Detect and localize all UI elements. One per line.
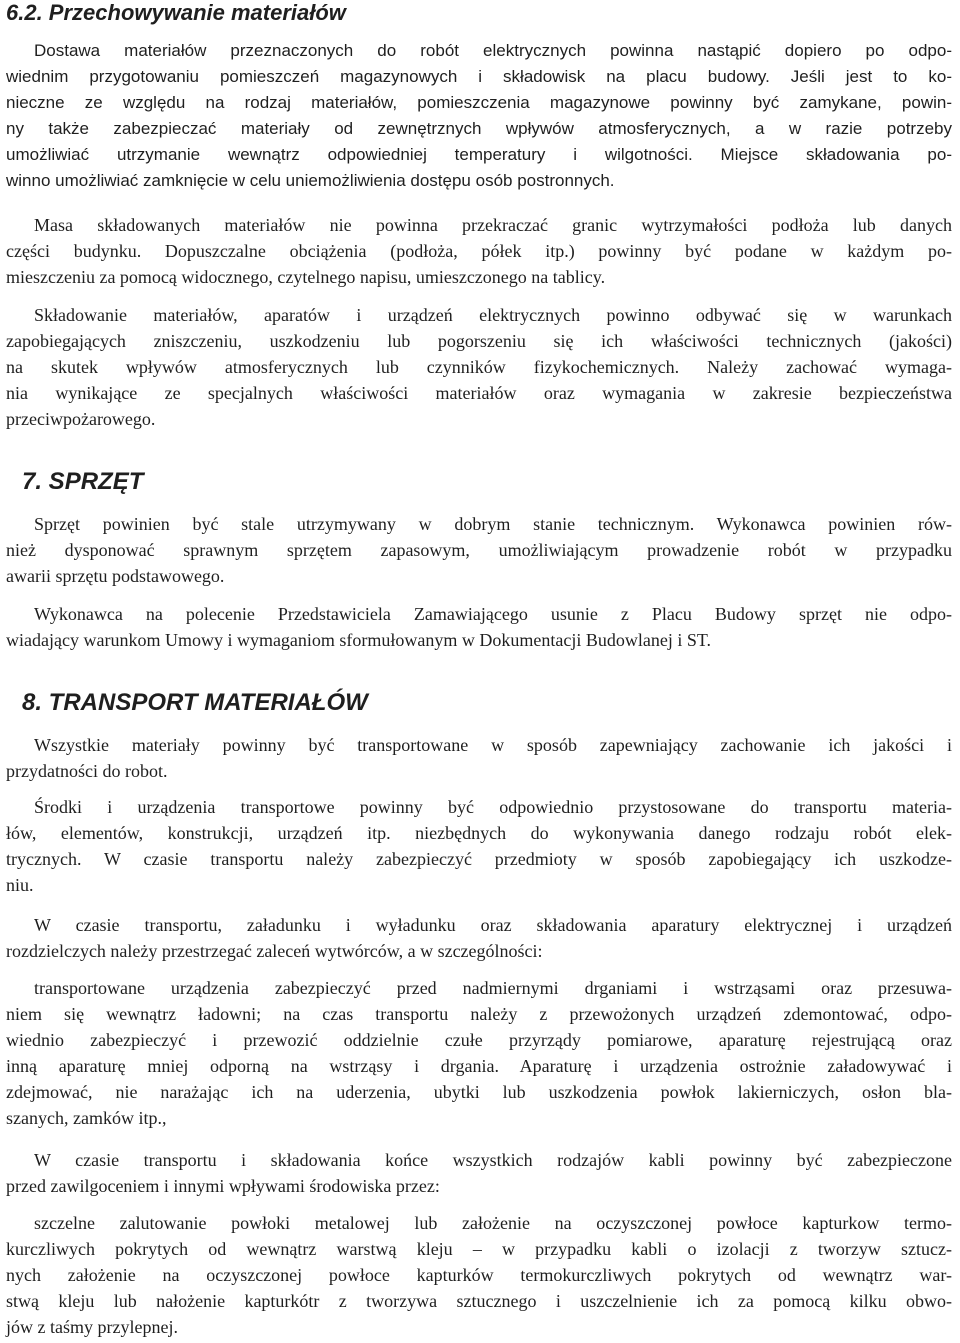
paragraph-line: mieszczeniu za pomocą widocznego, czytelnego napisu, umieszczonego na tablicy.	[6, 267, 606, 287]
paragraph-line: awarii sprzętu podstawowego.	[6, 566, 225, 586]
paragraph-line: nych założenie na oczyszczonej powłoce kapturków termokurczliwych pokrytych od wewnątrz war-	[6, 1265, 952, 1285]
paragraph-line: rozdzielczych należy przestrzegać zaleceń wytwórców, a w szczególności:	[6, 941, 543, 961]
paragraph-line: przydatności do robot.	[6, 761, 168, 781]
paragraph-line: nia wynikające ze specjalnych właściwości materiałów oraz wymagania w zakresie bezpieczeństwa	[6, 383, 952, 403]
paragraph-6-2-3	[6, 302, 952, 432]
paragraph-6-2-2	[6, 212, 952, 290]
paragraph-line: części budynku. Dopuszczalne obciążenia (podłoża, półek itp.) powinny być podane w każdym po-	[6, 241, 952, 261]
paragraph-line: stwą kleju lub nałożenie kapturkótr z tworzywa sztucznego i uszczelnienie ich za pomocą kilku obwo-	[6, 1291, 952, 1311]
section-heading-6-2: 6.2. Przechowywanie materiałów	[6, 0, 346, 25]
paragraph-8-5	[6, 1147, 952, 1199]
paragraph-line: przeciwpożarowego.	[6, 409, 156, 429]
paragraph-line: wiadający warunkom Umowy i wymaganiom sformułowanym w Dokumentacji Budowlanej i ST.	[6, 630, 712, 650]
paragraph-line: Masa składowanych materiałów nie powinna przekraczać granic wytrzymałości podłoża lub danych	[34, 215, 952, 235]
paragraph-line: umożliwiać utrzymanie wewnątrz odpowiedniej temperatury i wilgotności. Miejsce składowania po-	[6, 145, 952, 164]
paragraph-line: wiednio zabezpieczyć i przewozić oddzielnie czułe przyrządy pomiarowe, aparaturę rejestrującą oraz	[6, 1030, 952, 1050]
paragraph-line: zdejmować, nie narażając ich na uderzenia, ubytki lub uszkodzenia powłok lakierniczych, osłon bla-	[6, 1082, 952, 1102]
paragraph-7-2	[6, 601, 952, 653]
paragraph-line: Środki i urządzenia transportowe powinny być odpowiednio przystosowane do transportu materia-	[34, 797, 952, 817]
paragraph-line: niu.	[6, 875, 34, 895]
paragraph-line: W czasie transportu i składowania końce wszystkich rodzajów kabli powinny być zabezpieczone	[34, 1150, 952, 1170]
paragraph-line: transportowane urządzenia zabezpieczyć przed nadmiernymi drganiami i wstrząsami oraz przesuwa-	[34, 978, 952, 998]
paragraph-line: nieczne ze względu na rodzaj materiałów, pomieszczenia magazynowe powinny być zamykane, powin-	[6, 93, 952, 112]
paragraph-8-3	[6, 912, 952, 964]
paragraph-line: szczelne zalutowanie powłoki metalowej lub założenie na oczyszczonej powłoce kapturkow termo-	[34, 1213, 952, 1233]
paragraph-line: winno umożliwiać zamknięcie w celu uniemożliwienia dostępu osób postronnych.	[6, 171, 615, 190]
paragraph-line: W czasie transportu, załadunku i wyładunku oraz składowania aparatury elektrycznej i urządzeń	[34, 915, 952, 935]
paragraph-line: Składowanie materiałów, aparatów i urządzeń elektrycznych powinno odbywać się w warunkach	[34, 305, 952, 325]
paragraph-7-1	[6, 511, 952, 589]
paragraph-line: trycznych. W czasie transportu należy zabezpieczyć przedmioty w sposób zapobiegający ich uszkodze-	[6, 849, 952, 869]
paragraph-line: niem się wewnątrz ładowni; na czas transportu należy z przewożonych urządzeń zdemontować, odpo-	[6, 1004, 952, 1024]
paragraph-8-4	[6, 975, 952, 1131]
paragraph-line: przed zawilgoceniem i innymi wpływami środowiska przez:	[6, 1176, 440, 1196]
paragraph-line: nież dysponować sprawnym sprzętem zapasowym, umożliwiającym prowadzenie robót w przypadku	[6, 540, 952, 560]
paragraph-line: Wykonawca na polecenie Przedstawiciela Zamawiającego usunie z Placu Budowy sprzęt nie odpo-	[34, 604, 952, 624]
paragraph-6-2-1	[6, 38, 952, 194]
paragraph-line: zapobiegających zniszczeniu, uszkodzeniu lub pogorszeniu się ich właściwości technicznych (jakości)	[6, 331, 952, 351]
paragraph-8-1	[6, 732, 952, 784]
paragraph-line: Dostawa materiałów przeznaczonych do robót elektrycznych powinna nastąpić dopiero po odpo-	[34, 41, 952, 60]
paragraph-line: wiednim przygotowaniu pomieszczeń magazynowych i składowisk na placu budowy. Jeśli jest to ko-	[6, 67, 952, 86]
paragraph-line: jów z taśmy przylepnej.	[6, 1317, 178, 1337]
paragraph-line: Sprzęt powinien być stale utrzymywany w dobrym stanie technicznym. Wykonawca powinien rów-	[34, 514, 952, 534]
paragraph-line: kurczliwych pokrytych od wewnątrz warstwą kleju – w przypadku kabli o izolacji z tworzyw sztucz-	[6, 1239, 952, 1259]
paragraph-line: na skutek wpływów atmosferycznych lub czynników fizykochemicznych. Należy zachować wymaga-	[6, 357, 952, 377]
section-heading-7: 7. SPRZĘT	[22, 468, 144, 495]
paragraph-line: Wszystkie materiały powinny być transportowane w sposób zapewniający zachowanie ich jakości i	[34, 735, 952, 755]
paragraph-line: szanych, zamków itp.,	[6, 1108, 167, 1128]
section-heading-8: 8. TRANSPORT MATERIAŁÓW	[22, 689, 368, 716]
paragraph-line: łów, elementów, konstrukcji, urządzeń itp. niezbędnych do wykonywania danego rodzaju robót elek-	[6, 823, 952, 843]
paragraph-line: inną aparaturę mniej odporną na wstrząsy i drgania. Aparaturę i urządzenia ostrożnie załadowywać i	[6, 1056, 952, 1076]
paragraph-line: ny także zabezpieczać materiały od zewnętrznych wpływów atmosferycznych, a w razie potrzeby	[6, 119, 952, 138]
paragraph-8-6	[6, 1210, 952, 1340]
paragraph-8-2	[6, 794, 952, 898]
